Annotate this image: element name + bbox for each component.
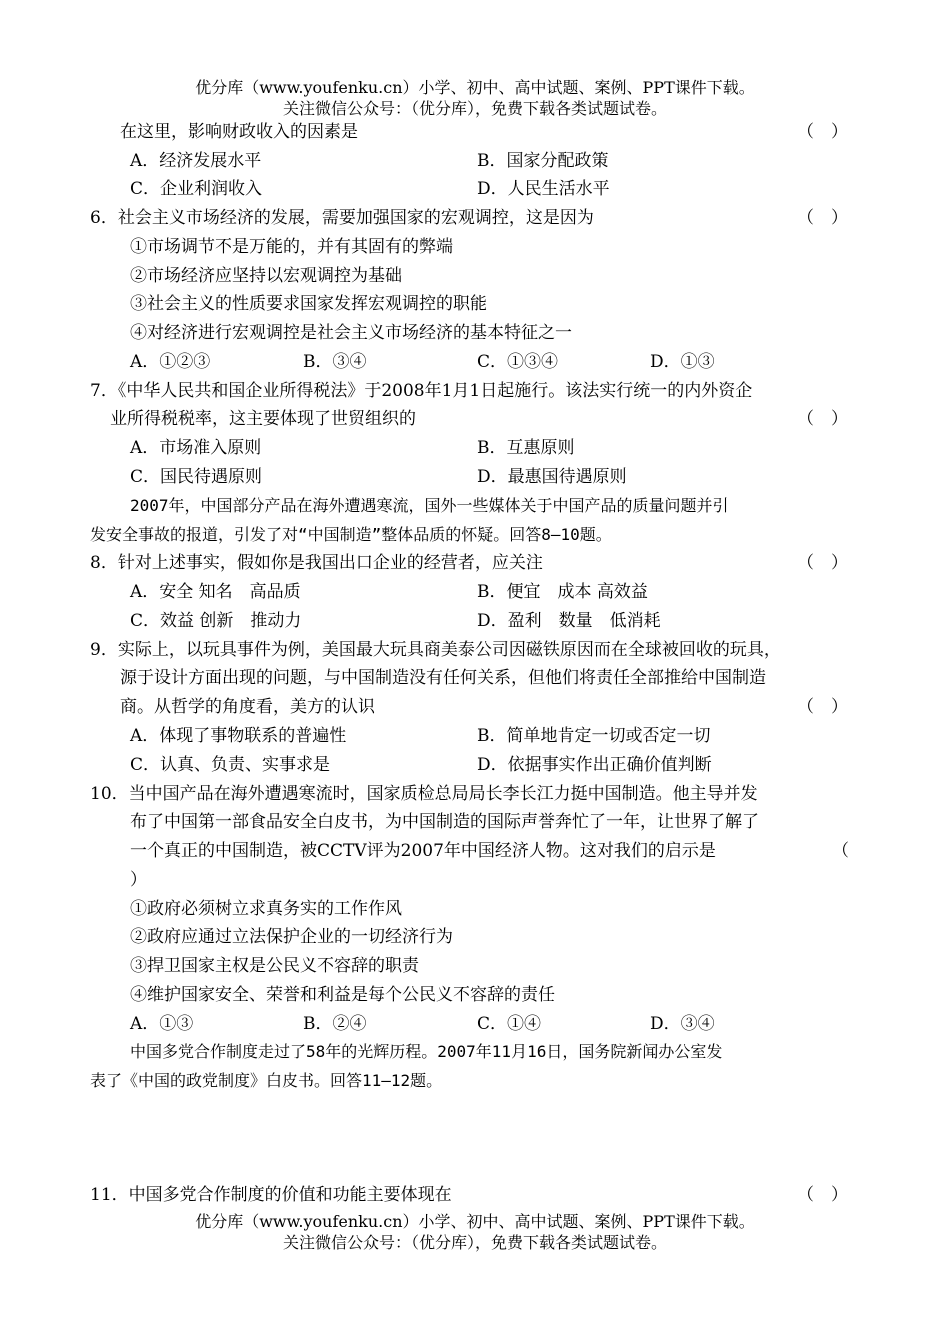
option-b: B．便宜 成本 高效益 [477, 582, 648, 602]
answer-bracket: （ ） [797, 122, 848, 142]
option-c: C．企业利润收入 [130, 179, 263, 199]
statement-3: ③社会主义的性质要求国家发挥宏观调控的职能 [130, 294, 487, 314]
statement-2: ②市场经济应坚持以宏观调控为基础 [130, 266, 402, 286]
option-b: B．②④ [303, 1014, 367, 1034]
answer-bracket: （ ） [797, 208, 848, 228]
answer-bracket: （ ） [797, 409, 848, 429]
question-8-stem: 8．针对上述事实，假如你是我国出口企业的经营者，应关注 [90, 553, 543, 573]
question-10-stem-line-3: 一个真正的中国制造，被CCTV评为2007年中国经济人物。这对我们的启示是 [130, 841, 716, 861]
material-paragraph-line-1: 中国多党合作制度走过了58年的光辉历程。2007年11月16日，国务院新闻办公室发 [130, 1042, 723, 1061]
question-6-stem: 6．社会主义市场经济的发展，需要加强国家的宏观调控，这是因为 [90, 208, 594, 228]
question-9-stem-line-2: 源于设计方面出现的问题，与中国制造没有任何关系，但他们将责任全部推给中国制造 [120, 668, 766, 688]
footer-line-1: 优分库（www.youfenku.cn）小学、初中、高中试题、案例、PPT课件下载。 [195, 1212, 755, 1231]
footer-line-2: 关注微信公众号：（优分库），免费下载各类试题试卷。 [282, 1233, 667, 1252]
material-paragraph-line-1: 2007年，中国部分产品在海外遭遇寒流，国外一些媒体关于中国产品的质量问题并引 [130, 496, 729, 515]
answer-bracket-close: ） [130, 870, 147, 890]
option-a: A．体现了事物联系的普遍性 [130, 726, 347, 746]
statement-2: ②政府应通过立法保护企业的一切经济行为 [130, 927, 453, 947]
option-d: D．③④ [650, 1014, 715, 1034]
material-paragraph-line-2: 发安全事故的报道，引发了对“中国制造”整体品质的怀疑。回答8—10题。 [90, 525, 612, 544]
question-10-stem-line-2: 布了中国第一部食品安全白皮书，为中国制造的国际声誉奔忙了一年，让世界了解了 [130, 812, 759, 832]
statement-1: ①市场调节不是万能的，并有其固有的弊端 [130, 237, 453, 257]
option-d: D．盈利 数量 低消耗 [477, 611, 661, 631]
option-d: D．最惠国待遇原则 [477, 467, 627, 487]
answer-bracket: （ ） [797, 1185, 848, 1205]
option-a: A．经济发展水平 [130, 151, 262, 171]
option-c: C．①③④ [477, 352, 559, 372]
option-b: B．国家分配政策 [477, 151, 609, 171]
question-10-stem-line-1: 10．当中国产品在海外遭遇寒流时，国家质检总局局长李长江力挺中国制造。他主导并发 [90, 784, 758, 804]
question-7-stem-line-1: 7．《中华人民共和国企业所得税法》于2008年1月1日起施行。该法实行统一的内外资企 [90, 381, 753, 401]
option-a: A．①③ [130, 1014, 194, 1034]
option-b: B．互惠原则 [477, 438, 575, 458]
option-d: D．人民生活水平 [477, 179, 610, 199]
option-a: A．市场准入原则 [130, 438, 262, 458]
option-d: D．①③ [650, 352, 715, 372]
question-9-stem-line-1: 9．实际上，以玩具事件为例，美国最大玩具商美泰公司因磁铁原因而在全球被回收的玩具， [90, 640, 781, 660]
option-c: C．认真、负责、实事求是 [130, 755, 331, 775]
option-a: A．①②③ [130, 352, 211, 372]
statement-1: ①政府必须树立求真务实的工作作风 [130, 899, 402, 919]
option-c: C．效益 创新 推动力 [130, 611, 302, 631]
option-b: B．③④ [303, 352, 367, 372]
statement-4: ④对经济进行宏观调控是社会主义市场经济的基本特征之一 [130, 323, 572, 343]
statement-3: ③捍卫国家主权是公民义不容辞的职责 [130, 956, 419, 976]
material-paragraph-line-2: 表了《中国的政党制度》白皮书。回答11—12题。 [90, 1071, 443, 1090]
option-c: C．国民待遇原则 [130, 467, 263, 487]
option-a: A．安全 知名 高品质 [130, 582, 301, 602]
header-line-2: 关注微信公众号：（优分库），免费下载各类试题试卷。 [282, 99, 667, 118]
question-7-stem-line-2: 业所得税税率，这主要体现了世贸组织的 [110, 409, 416, 429]
option-c: C．①④ [477, 1014, 542, 1034]
answer-bracket-open: （ [832, 841, 849, 861]
option-d: D．依据事实作出正确价值判断 [477, 755, 712, 775]
option-b: B．简单地肯定一切或否定一切 [477, 726, 711, 746]
question-5-stem: 在这里，影响财政收入的因素是 [120, 122, 358, 142]
answer-bracket: （ ） [797, 697, 848, 717]
answer-bracket: （ ） [797, 553, 848, 573]
question-9-stem-line-3: 商。从哲学的角度看，美方的认识 [120, 697, 375, 717]
statement-4: ④维护国家安全、荣誉和利益是每个公民义不容辞的责任 [130, 985, 555, 1005]
header-line-1: 优分库（www.youfenku.cn）小学、初中、高中试题、案例、PPT课件下载。 [195, 78, 755, 97]
question-11-stem: 11．中国多党合作制度的价值和功能主要体现在 [90, 1185, 452, 1205]
